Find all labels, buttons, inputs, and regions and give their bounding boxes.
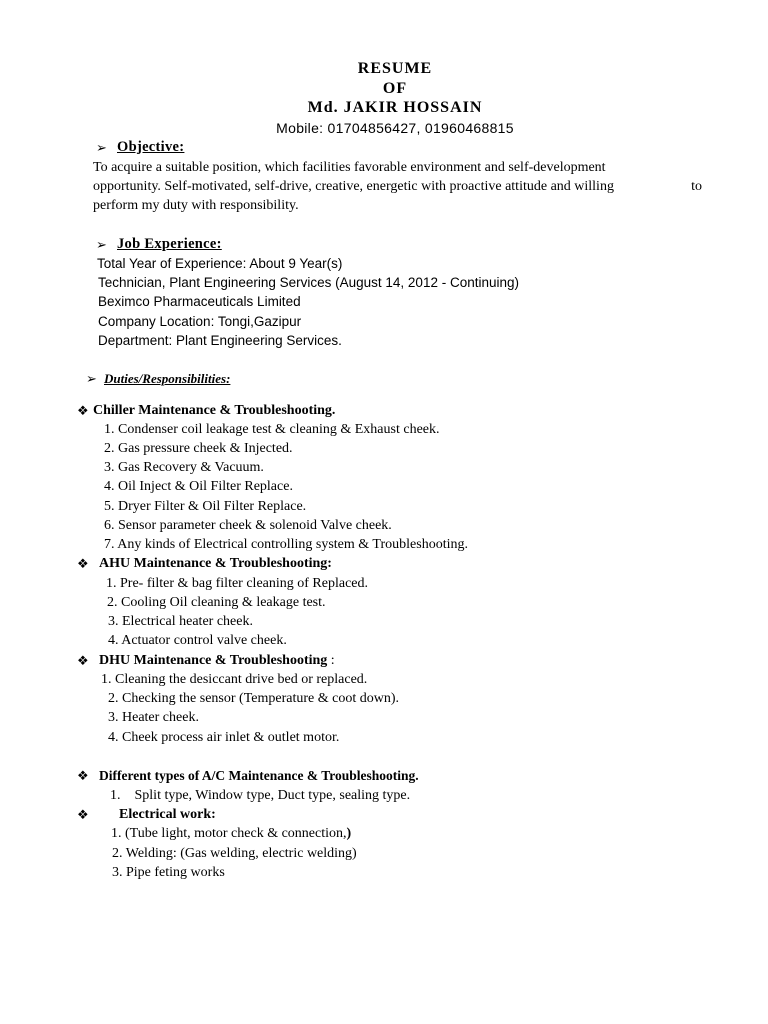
electrical-title: Electrical work:	[119, 807, 216, 822]
diamond-bullet-icon: ❖	[77, 556, 89, 571]
list-item: 1. Cleaning the desiccant drive bed or replaced.	[101, 672, 368, 687]
list-item: 2. Checking the sensor (Temperature & coot down).	[108, 691, 399, 706]
list-item: 4. Actuator control valve cheek.	[108, 633, 287, 648]
job-experience-heading: Job Experience:	[117, 236, 222, 252]
ac-title: Different types of A/C Maintenance & Troubleshooting.	[99, 768, 419, 783]
list-item: 3. Gas Recovery & Vacuum.	[104, 460, 264, 475]
list-item: 2. Gas pressure cheek & Injected.	[104, 441, 293, 456]
objective-line-2	[93, 178, 702, 195]
mobile-numbers: Mobile: 01704856427, 01960468815	[276, 120, 514, 136]
objective-line-3: perform my duty with responsibility.	[93, 198, 299, 213]
list-item: 3. Pipe feting works	[112, 865, 225, 880]
objective-line-2-text: opportunity. Self-motivated, self-drive, creative, energetic with proactive attitude and willing	[93, 179, 614, 194]
arrow-bullet-icon: ➢	[96, 237, 107, 252]
list-item: 3. Heater cheek.	[108, 710, 199, 725]
list-item: 2. Cooling Oil cleaning & leakage test.	[107, 595, 326, 610]
list-item	[111, 825, 351, 842]
chiller-title: Chiller Maintenance & Troubleshooting.	[93, 403, 336, 418]
diamond-bullet-icon: ❖	[77, 807, 89, 822]
dhu-title-colon: :	[327, 653, 335, 668]
resume-title: RESUME	[357, 60, 433, 77]
diamond-bullet-icon: ❖	[77, 403, 89, 418]
list-item: 4. Oil Inject & Oil Filter Replace.	[104, 479, 293, 494]
experience-line: Technician, Plant Engineering Services (August 14, 2012 - Continuing)	[98, 275, 519, 290]
experience-line: Total Year of Experience: About 9 Year(s)	[97, 256, 343, 271]
dhu-title	[99, 652, 335, 669]
arrow-bullet-icon: ➢	[86, 371, 97, 386]
duties-heading: Duties/Responsibilities:	[104, 371, 231, 386]
experience-line: Company Location: Tongi,Gazipur	[98, 314, 302, 329]
dhu-title-text: DHU Maintenance & Troubleshooting	[99, 653, 328, 668]
diamond-bullet-icon: ❖	[77, 768, 89, 783]
experience-line: Department: Plant Engineering Services.	[98, 333, 342, 348]
list-item: 6. Sensor parameter cheek & solenoid Valve cheek.	[104, 518, 392, 533]
candidate-name: Md. JAKIR HOSSAIN	[307, 99, 483, 116]
list-item: 1. Pre- filter & bag filter cleaning of Replaced.	[106, 576, 369, 591]
objective-line-1: To acquire a suitable position, which facilities favorable environment and self-development	[93, 160, 606, 175]
list-item: 4. Cheek process air inlet & outlet motor.	[108, 730, 340, 745]
list-item: 5. Dryer Filter & Oil Filter Replace.	[104, 499, 307, 514]
experience-line: Beximco Pharmaceuticals Limited	[98, 294, 301, 309]
ahu-title: AHU Maintenance & Troubleshooting:	[99, 556, 332, 571]
list-item: 2. Welding: (Gas welding, electric welding)	[112, 846, 357, 861]
electrical-item-paren: )	[346, 826, 352, 841]
list-item: 1. Split type, Window type, Duct type, sealing type.	[110, 788, 411, 803]
electrical-item-text: 1. (Tube light, motor check & connection,	[111, 826, 347, 841]
list-item: 3. Electrical heater cheek.	[108, 614, 253, 629]
objective-heading: Objective:	[117, 139, 185, 155]
list-item: 1. Condenser coil leakage test & cleaning & Exhaust cheek.	[104, 422, 440, 437]
resume-of: OF	[382, 80, 408, 97]
diamond-bullet-icon: ❖	[77, 653, 89, 668]
arrow-bullet-icon: ➢	[96, 140, 107, 155]
list-item: 7. Any kinds of Electrical controlling system & Troubleshooting.	[104, 537, 468, 552]
objective-line-2-end: to	[691, 179, 702, 194]
